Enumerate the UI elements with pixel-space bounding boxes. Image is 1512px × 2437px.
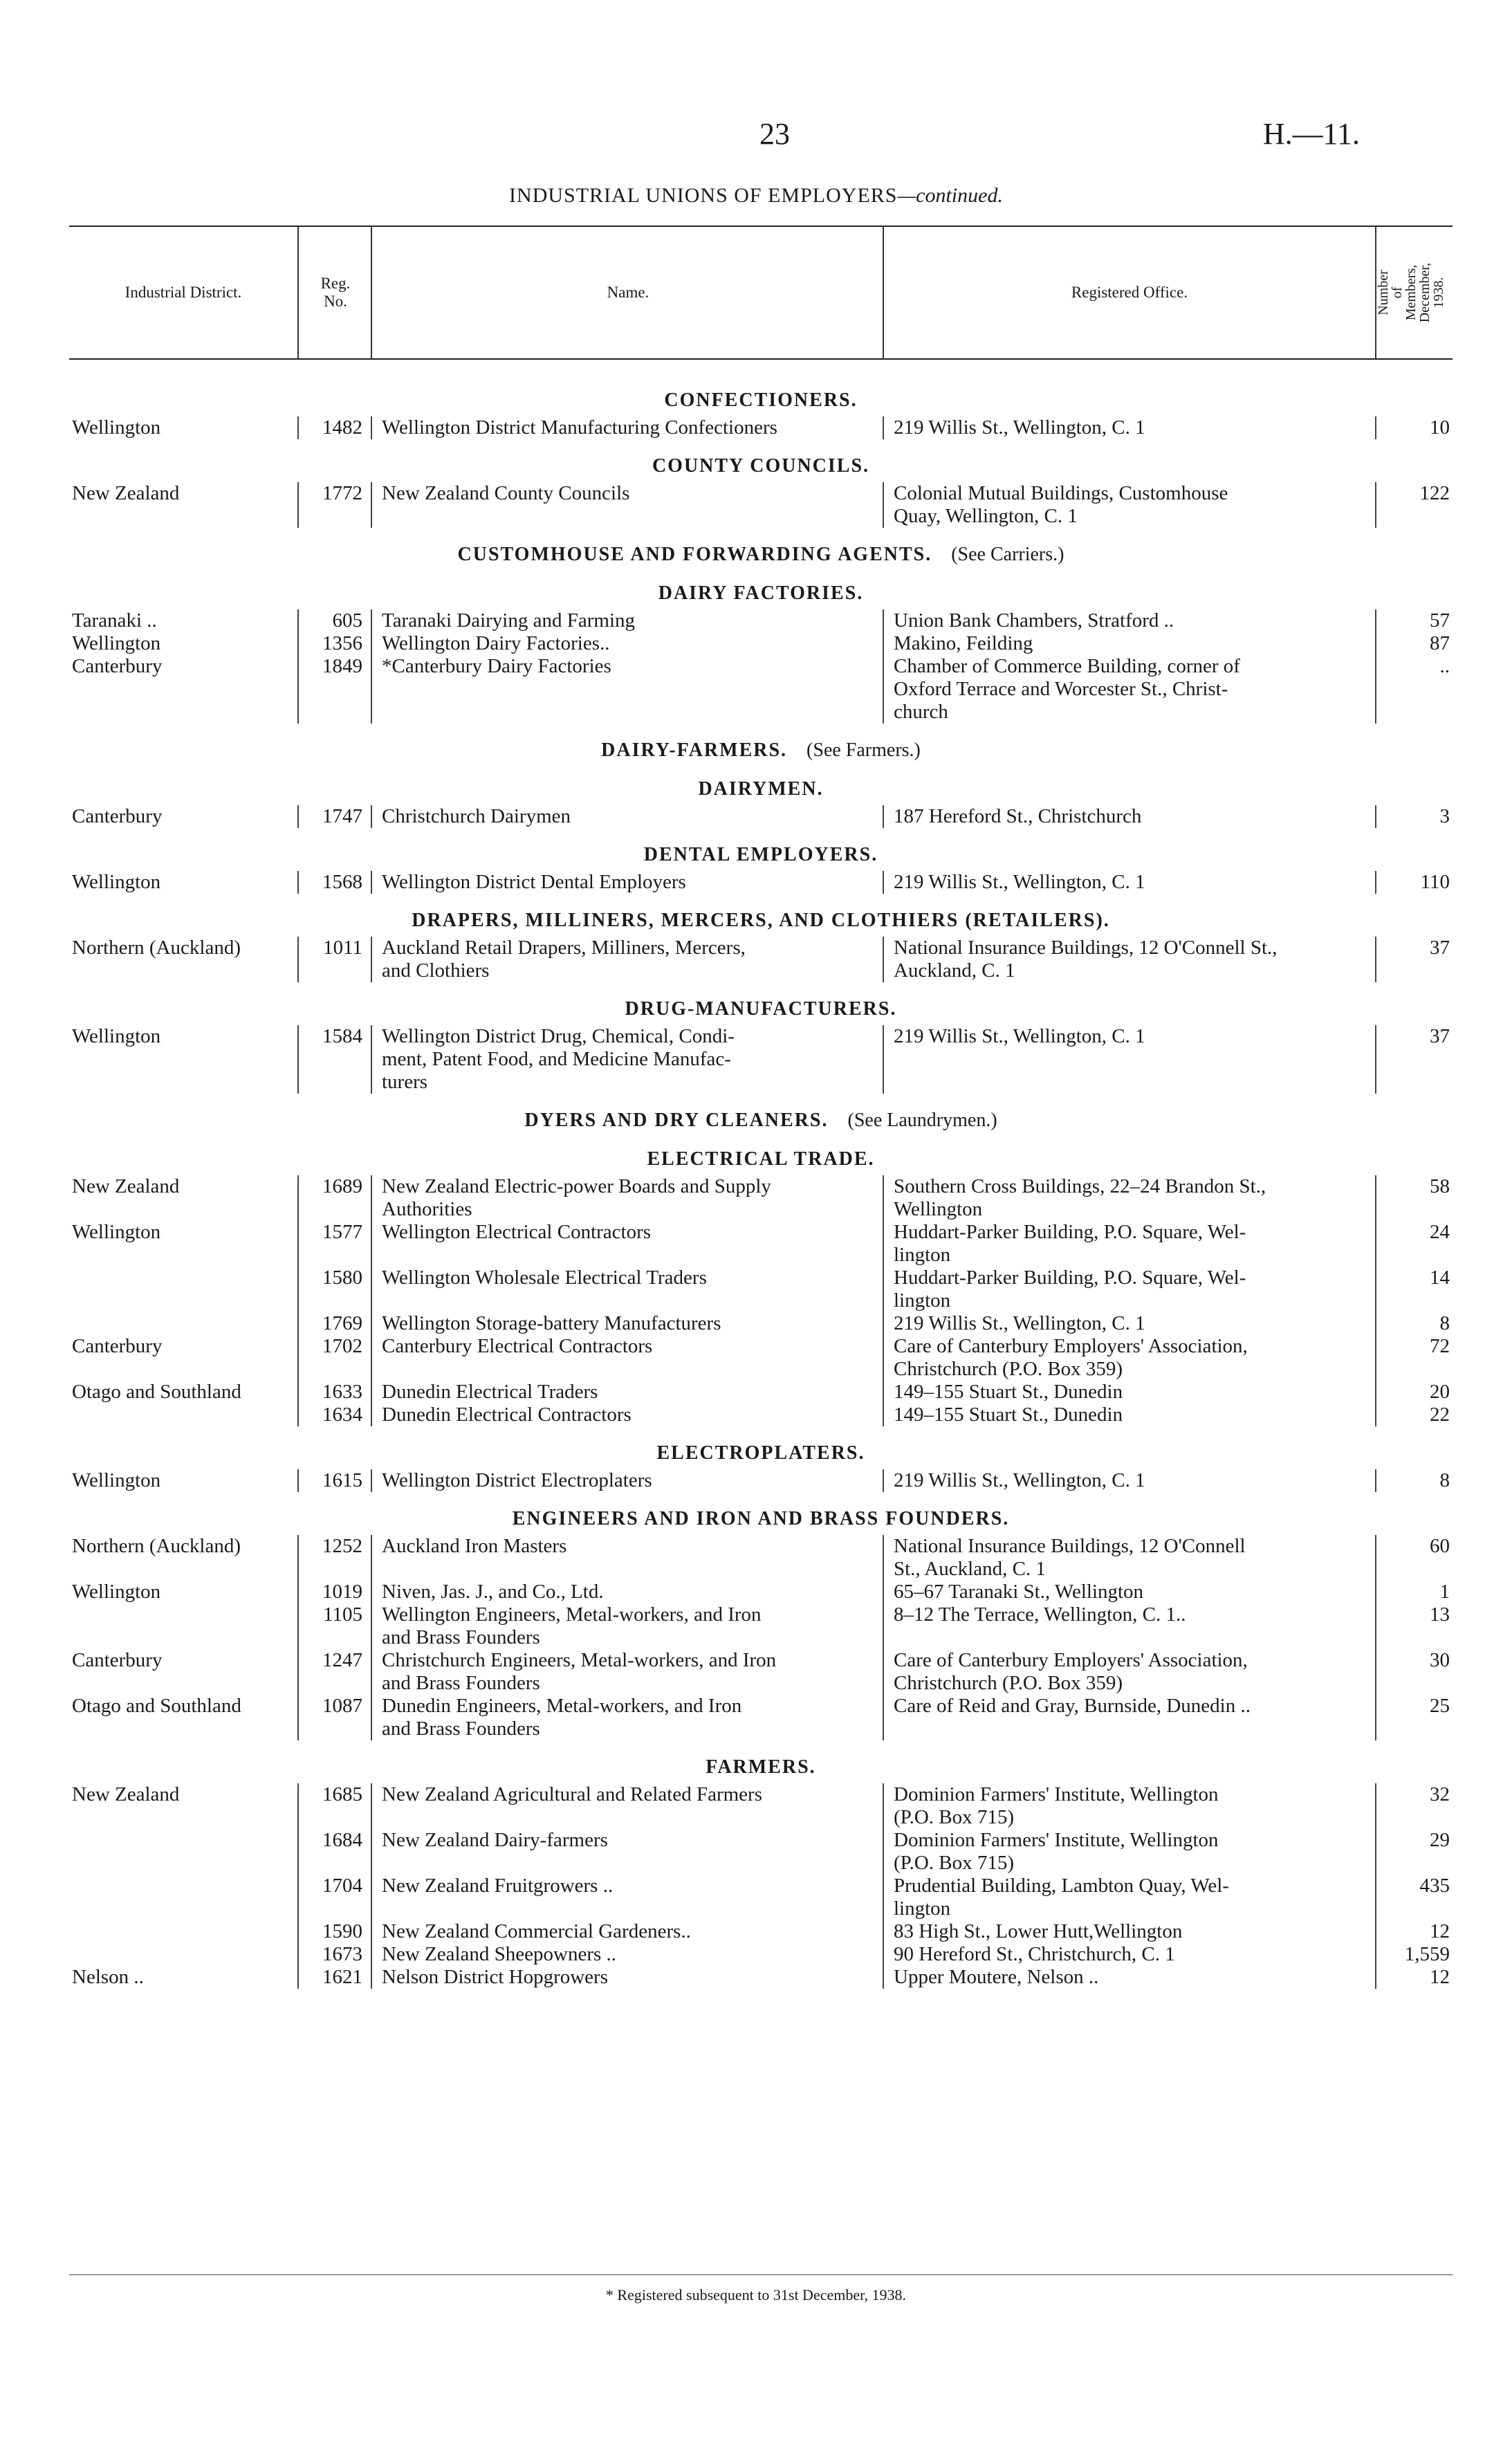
section-title [69, 739, 1453, 762]
reg-no-cell: 1356 [297, 632, 371, 655]
section-title-text: CONFECTIONERS. [664, 389, 858, 411]
district-cell: Northern (Auckland) [72, 937, 241, 959]
registered-office-cell: Care of Reid and Gray, Burnside, Dunedin .. [883, 1695, 1375, 1740]
registered-office-cell: 149–155 Stuart St., Dunedin [883, 1404, 1375, 1426]
district-cell: Wellington [72, 871, 161, 893]
district-cell: Otago and Southland [72, 1381, 241, 1403]
members-count-cell: 110 [1375, 871, 1453, 894]
reg-no-cell: 1568 [297, 871, 371, 894]
table-row [69, 1175, 1453, 1221]
union-name-cell: New Zealand Dairy-farmers [371, 1829, 883, 1875]
members-count-cell: 10 [1375, 416, 1453, 439]
page-title-main: INDUSTRIAL UNIONS OF EMPLOYERS [509, 184, 898, 207]
registered-office-cell: National Insurance Buildings, 12 O'Connell St., Auckland, C. 1 [883, 937, 1375, 982]
registered-office-cell: Care of Canterbury Employers' Association, Christchurch (P.O. Box 359) [883, 1649, 1375, 1695]
union-name-cell: Taranaki Dairying and Farming [371, 609, 883, 632]
section-title [69, 1442, 1453, 1465]
members-count-cell: 20 [1375, 1381, 1453, 1404]
district-cell: Northern (Auckland) [72, 1535, 241, 1557]
union-name-cell: New Zealand County Councils [371, 482, 883, 528]
members-count-cell: 13 [1375, 1603, 1453, 1649]
reg-no-cell: 1087 [297, 1695, 371, 1740]
union-name-cell: Wellington District Electroplaters [371, 1469, 883, 1492]
registered-office-cell: Huddart-Parker Building, P.O. Square, Wel- lington [883, 1221, 1375, 1267]
union-name-cell: Wellington District Manufacturing Confectioners [371, 416, 883, 439]
district-cell: Wellington [72, 1025, 161, 1047]
reg-no-cell: 1252 [297, 1535, 371, 1581]
union-name-cell: New Zealand Sheepowners .. [371, 1943, 883, 1966]
section-cross-reference: (See Laundrymen.) [847, 1110, 997, 1131]
reg-no-cell: 1702 [297, 1335, 371, 1381]
section-title-text: ENGINEERS AND IRON AND BRASS FOUNDERS. [512, 1508, 1010, 1529]
district-cell [69, 1267, 297, 1312]
column-header-row [69, 226, 1453, 360]
section-cross-reference: (See Carriers.) [951, 544, 1064, 565]
reg-no-cell: 1673 [297, 1943, 371, 1966]
table-row [69, 1535, 1453, 1581]
union-name-cell: New Zealand Agricultural and Related Farmers [371, 1783, 883, 1829]
reg-no-cell: 1772 [297, 482, 371, 528]
reg-no-cell: 1590 [297, 1920, 371, 1943]
registered-office-cell: Upper Moutere, Nelson .. [883, 1966, 1375, 1989]
registered-office-cell: 219 Willis St., Wellington, C. 1 [883, 416, 1375, 439]
district-cell [69, 1920, 297, 1943]
section-title-text: FARMERS. [706, 1756, 816, 1778]
section-title-text: DYERS AND DRY CLEANERS. [524, 1110, 829, 1131]
members-count-cell: 57 [1375, 609, 1453, 632]
registered-office-cell: Union Bank Chambers, Stratford .. [883, 609, 1375, 632]
table-row [69, 1381, 1453, 1404]
members-count-cell: 32 [1375, 1783, 1453, 1829]
union-name-cell: Dunedin Electrical Traders [371, 1381, 883, 1404]
registered-office-cell: 83 High St., Lower Hutt,Wellington [883, 1920, 1375, 1943]
members-count-cell: 12 [1375, 1920, 1453, 1943]
reg-no-cell: 1584 [297, 1025, 371, 1094]
reg-no-cell: 1689 [297, 1175, 371, 1221]
union-name-cell: Dunedin Engineers, Metal-workers, and Iron and Brass Founders [371, 1695, 883, 1740]
registered-office-cell: 187 Hereford St., Christchurch [883, 805, 1375, 828]
members-count-cell: 29 [1375, 1829, 1453, 1875]
district-cell [69, 1943, 297, 1966]
union-name-cell: Nelson District Hopgrowers [371, 1966, 883, 1989]
members-count-cell: 12 [1375, 1966, 1453, 1989]
district-cell: New Zealand [72, 482, 180, 504]
table-row [69, 805, 1453, 828]
district-cell: Canterbury [72, 1649, 163, 1671]
district-cell: New Zealand [72, 1175, 180, 1197]
table-row [69, 1025, 1453, 1094]
registered-office-cell: 219 Willis St., Wellington, C. 1 [883, 1469, 1375, 1492]
members-count-cell: 37 [1375, 1025, 1453, 1094]
reg-no-cell: 1633 [297, 1381, 371, 1404]
reg-no-cell: 1685 [297, 1783, 371, 1829]
section-title [69, 1756, 1453, 1779]
section-title [69, 778, 1453, 801]
section [69, 997, 1453, 1094]
members-count-cell: 25 [1375, 1695, 1453, 1740]
union-name-cell: Auckland Iron Masters [371, 1535, 883, 1581]
registered-office-cell: Makino, Feilding [883, 632, 1375, 655]
table-row [69, 1783, 1453, 1829]
union-name-cell: Wellington Engineers, Metal-workers, and Iron and Brass Founders [371, 1603, 883, 1649]
section-title-text: COUNTY COUNCILS. [652, 455, 870, 477]
section-title-text: DAIRY FACTORIES. [658, 582, 864, 604]
members-count-cell: 60 [1375, 1535, 1453, 1581]
section [69, 739, 1453, 762]
table-row [69, 1469, 1453, 1492]
table-row [69, 1966, 1453, 1989]
table-row [69, 1404, 1453, 1426]
column-header-office: Registered Office. [1071, 284, 1188, 301]
registered-office-cell: 8–12 The Terrace, Wellington, C. 1.. [883, 1603, 1375, 1649]
table-row [69, 1920, 1453, 1943]
registered-office-cell: Chamber of Commerce Building, corner of Oxford Terrace and Worcester St., Christ- church [883, 655, 1375, 724]
section-title [69, 543, 1453, 567]
union-name-cell: Niven, Jas. J., and Co., Ltd. [371, 1581, 883, 1603]
column-header-members: Number of Members, December, 1938. [1376, 262, 1446, 323]
registered-office-cell: National Insurance Buildings, 12 O'Connell St., Auckland, C. 1 [883, 1535, 1375, 1581]
table-row [69, 1875, 1453, 1920]
section-title [69, 454, 1453, 478]
district-cell: Wellington [72, 632, 161, 654]
table-row [69, 1267, 1453, 1312]
union-name-cell: Canterbury Electrical Contractors [371, 1335, 883, 1381]
table-row [69, 937, 1453, 982]
column-header-reg-no: Reg. No. [320, 275, 351, 310]
section [69, 1756, 1453, 1989]
table-row [69, 1312, 1453, 1335]
column-header-members-cell [1376, 227, 1446, 358]
district-cell: Canterbury [72, 805, 163, 827]
registered-office-cell: Prudential Building, Lambton Quay, Wel- lington [883, 1875, 1375, 1920]
reg-no-cell: 1482 [297, 416, 371, 439]
reg-no-cell: 605 [297, 609, 371, 632]
table-row [69, 482, 1453, 528]
reg-no-cell: 1634 [297, 1404, 371, 1426]
footnote: * Registered subsequent to 31st December, 1938. [605, 2286, 907, 2303]
reg-no-cell: 1105 [297, 1603, 371, 1649]
reg-no-cell: 1747 [297, 805, 371, 828]
table-row [69, 1649, 1453, 1695]
district-cell: Wellington [72, 416, 161, 439]
members-count-cell: 435 [1375, 1875, 1453, 1920]
page-title-suffix: —continued. [897, 184, 1003, 207]
district-cell: New Zealand [72, 1783, 180, 1805]
reg-no-cell: 1849 [297, 655, 371, 724]
section [69, 582, 1453, 724]
section-title [69, 1148, 1453, 1171]
page-title [0, 184, 1512, 208]
registered-office-cell: 219 Willis St., Wellington, C. 1 [883, 871, 1375, 894]
members-count-cell: 3 [1375, 805, 1453, 828]
district-cell [69, 1603, 297, 1649]
district-cell [69, 1404, 297, 1426]
registered-office-cell: Southern Cross Buildings, 22–24 Brandon St., Wellington [883, 1175, 1375, 1221]
section-title-text: DENTAL EMPLOYERS. [643, 844, 878, 865]
section-title-text: DRUG-MANUFACTURERS. [625, 998, 897, 1020]
section [69, 778, 1453, 828]
district-cell [69, 1875, 297, 1920]
members-count-cell: 8 [1375, 1312, 1453, 1335]
section-title [69, 997, 1453, 1021]
members-count-cell: 22 [1375, 1404, 1453, 1426]
union-name-cell: Wellington Storage-battery Manufacturers [371, 1312, 883, 1335]
section [69, 454, 1453, 528]
section-title [69, 909, 1453, 932]
union-name-cell: New Zealand Electric-power Boards and Supply Authorities [371, 1175, 883, 1221]
registered-office-cell: Care of Canterbury Employers' Association, Christchurch (P.O. Box 359) [883, 1335, 1375, 1381]
reg-no-cell: 1247 [297, 1649, 371, 1695]
members-count-cell: 24 [1375, 1221, 1453, 1267]
section-title-text: ELECTROPLATERS. [656, 1442, 865, 1464]
table-row [69, 1695, 1453, 1740]
union-name-cell: Wellington Electrical Contractors [371, 1221, 883, 1267]
members-count-cell: 1 [1375, 1581, 1453, 1603]
section [69, 843, 1453, 894]
reg-no-cell: 1684 [297, 1829, 371, 1875]
union-name-cell: *Canterbury Dairy Factories [371, 655, 883, 724]
table-row [69, 632, 1453, 655]
table-row [69, 1221, 1453, 1267]
table-row [69, 871, 1453, 894]
page-number: 23 [759, 117, 790, 151]
table-row [69, 416, 1453, 439]
members-count-cell: 72 [1375, 1335, 1453, 1381]
table-row [69, 1603, 1453, 1649]
registered-office-cell: 149–155 Stuart St., Dunedin [883, 1381, 1375, 1404]
registered-office-cell: Huddart-Parker Building, P.O. Square, Wel- lington [883, 1267, 1375, 1312]
reg-no-cell: 1011 [297, 937, 371, 982]
district-cell: Canterbury [72, 655, 163, 677]
registered-office-cell: 219 Willis St., Wellington, C. 1 [883, 1025, 1375, 1094]
section-cross-reference: (See Farmers.) [806, 739, 921, 761]
district-cell [69, 1312, 297, 1335]
section [69, 543, 1453, 567]
reg-no-cell: 1019 [297, 1581, 371, 1603]
section [69, 1109, 1453, 1132]
column-header-name: Name. [607, 284, 649, 301]
union-name-cell: Christchurch Dairymen [371, 805, 883, 828]
members-count-cell: 58 [1375, 1175, 1453, 1221]
table-row [69, 1335, 1453, 1381]
union-name-cell: Auckland Retail Drapers, Milliners, Mercers, and Clothiers [371, 937, 883, 982]
union-name-cell: New Zealand Commercial Gardeners.. [371, 1920, 883, 1943]
union-name-cell: Wellington Wholesale Electrical Traders [371, 1267, 883, 1312]
union-name-cell: Christchurch Engineers, Metal-workers, and Iron and Brass Founders [371, 1649, 883, 1695]
district-cell: Otago and Southland [72, 1695, 241, 1717]
section-title-text: DAIRYMEN. [698, 778, 824, 800]
union-name-cell: Wellington District Drug, Chemical, Condi- ment, Patent Food, and Medicine Manufac- turers [371, 1025, 883, 1094]
document-reference: H.—11. [1262, 117, 1360, 151]
column-header-district: Industrial District. [125, 284, 242, 301]
section-title-text: ELECTRICAL TRADE. [647, 1148, 875, 1170]
district-cell: Canterbury [72, 1335, 163, 1357]
members-count-cell: .. [1375, 655, 1453, 724]
district-cell: Taranaki .. [72, 609, 157, 632]
union-name-cell: Dunedin Electrical Contractors [371, 1404, 883, 1426]
section [69, 1442, 1453, 1492]
section-title [69, 389, 1453, 412]
district-cell: Wellington [72, 1221, 161, 1243]
reg-no-cell: 1769 [297, 1312, 371, 1335]
registered-office-cell: 65–67 Taranaki St., Wellington [883, 1581, 1375, 1603]
table-row [69, 1943, 1453, 1966]
members-count-cell: 30 [1375, 1649, 1453, 1695]
registered-office-cell: Colonial Mutual Buildings, Customhouse Quay, Wellington, C. 1 [883, 482, 1375, 528]
registered-office-cell: Dominion Farmers' Institute, Wellington (P.O. Box 715) [883, 1829, 1375, 1875]
section-title-text: DAIRY-FARMERS. [601, 739, 788, 761]
reg-no-cell: 1615 [297, 1469, 371, 1492]
section-title [69, 843, 1453, 867]
members-count-cell: 87 [1375, 632, 1453, 655]
section [69, 389, 1453, 439]
registered-office-cell: Dominion Farmers' Institute, Wellington (P.O. Box 715) [883, 1783, 1375, 1829]
section-title [69, 1507, 1453, 1531]
table-row [69, 655, 1453, 724]
section-title-text: CUSTOMHOUSE AND FORWARDING AGENTS. [457, 544, 932, 565]
table-bottom-rule [69, 2274, 1453, 2275]
section [69, 1148, 1453, 1426]
union-name-cell: Wellington District Dental Employers [371, 871, 883, 894]
table-row [69, 1581, 1453, 1603]
section-title [69, 1109, 1453, 1132]
members-count-cell: 14 [1375, 1267, 1453, 1312]
union-name-cell: Wellington Dairy Factories.. [371, 632, 883, 655]
district-cell: Nelson .. [72, 1966, 144, 1988]
members-count-cell: 1,559 [1375, 1943, 1453, 1966]
table-row [69, 1829, 1453, 1875]
table-row [69, 609, 1453, 632]
section-title [69, 582, 1453, 605]
section [69, 909, 1453, 982]
members-count-cell: 122 [1375, 482, 1453, 528]
members-count-cell: 8 [1375, 1469, 1453, 1492]
district-cell [69, 1829, 297, 1875]
reg-no-cell: 1704 [297, 1875, 371, 1920]
registered-office-cell: 219 Willis St., Wellington, C. 1 [883, 1312, 1375, 1335]
district-cell: Wellington [72, 1469, 161, 1491]
reg-no-cell: 1580 [297, 1267, 371, 1312]
reg-no-cell: 1621 [297, 1966, 371, 1989]
section-title-text: DRAPERS, MILLINERS, MERCERS, AND CLOTHIERS (RETAILERS). [412, 910, 1110, 931]
section [69, 1507, 1453, 1740]
members-count-cell: 37 [1375, 937, 1453, 982]
district-cell: Wellington [72, 1581, 161, 1603]
union-name-cell: New Zealand Fruitgrowers .. [371, 1875, 883, 1920]
unions-table [69, 374, 1453, 1989]
reg-no-cell: 1577 [297, 1221, 371, 1267]
registered-office-cell: 90 Hereford St., Christchurch, C. 1 [883, 1943, 1375, 1966]
